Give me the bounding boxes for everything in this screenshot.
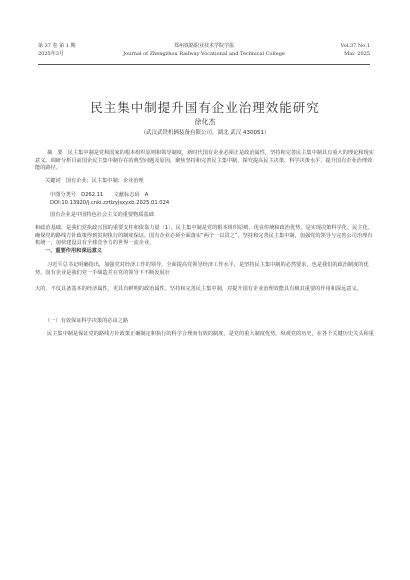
paragraph-4: 民主集中制是保证党的路线方针政策正确制定和执行的科学合理而有效的制度，是党的重大制度优势。纵观党的历史，在各个关键历史关头和重 [47,331,374,337]
subheading-1: 一、重要作用和深远意义 [45,248,103,254]
volume-issue-en: Vol.37 No.1 [340,43,370,49]
intro-heading: 国有企业是中国特色社会主义的重要物质基础 [50,212,154,218]
publish-date-en: Mar. 2025 [344,51,370,57]
volume-issue: 第 37 卷 第 1 期 [38,43,76,49]
journal-header [38,42,370,65]
doi-line: DOI:10.13920/j.cnki.zztlzyjsxyxb.2025.01.024 [50,200,170,206]
paragraph-2: 习近平总书记明确指出，加强党对经济工作的领导，全面提高党领导经济工作水平，是坚持民主集中制的必然要求，也是我们的政治制度的优势。国有企业是我们党一手缔造并在党的领导下不断发展壮 [35,262,369,276]
keywords: 关键词 国有企业；民主集中制；企业治理 [45,178,144,184]
classification-line: 中图分类号 D262.11 文献标志码 A [50,192,149,198]
affiliation: （武汉武铁机辆装备有限公司，湖北 武汉 430051） [140,130,270,136]
paragraph-1: 和政治基础，是我们党执政兴国的重要支柱和依靠力量〔1〕。民主集中制是党的根本组织原则、优良传统和政治优势，是实现决策科学化、民主化。确保党的路线方针政策得到贯彻执行的制度保证。国有企业必须全面落实“两个一以贯之”，坚持和完善民主集中制，加强党的领导与完善公司治理有机统一，加快建设具有全球竞争力的世界一流企业。 [35,225,373,247]
header-row-1 [38,42,370,50]
journal-name-en: Journal of Zhengzhou Railway Vocational and Technical College [123,51,285,57]
subheading-2: （一）有效保证科学决策的必由之路 [45,318,129,324]
paragraph-3: 大的，不仅具备基本的经济属性，更具有鲜明的政治属性。坚持和完善民主集中制，对提升国有企业治理效能具有极其重要的作用和深远意义。 [35,286,362,292]
author: 徐化杰 [194,118,216,126]
publish-date: 2025年3月 [38,51,64,57]
journal-name: 郑州铁路职业技术学院学报 [173,43,234,49]
abstract: 摘 要 民主集中制是党和国家的根本组织原则和领导制度，新时代国有企业必须正是政治属性，坚持和完善民主集中制具有重大的理论和现实意义。调研分析目前国企民主集中制存在的典型问题及原因，聚焦坚持和完善民主集中制，探究提高民主决策、科学决策水平，提升国有企业治理效能的路径。 [35,150,374,172]
header-row-2 [38,50,370,58]
paper-title: 民主集中制提升国有企业治理效能研究 [90,100,320,115]
